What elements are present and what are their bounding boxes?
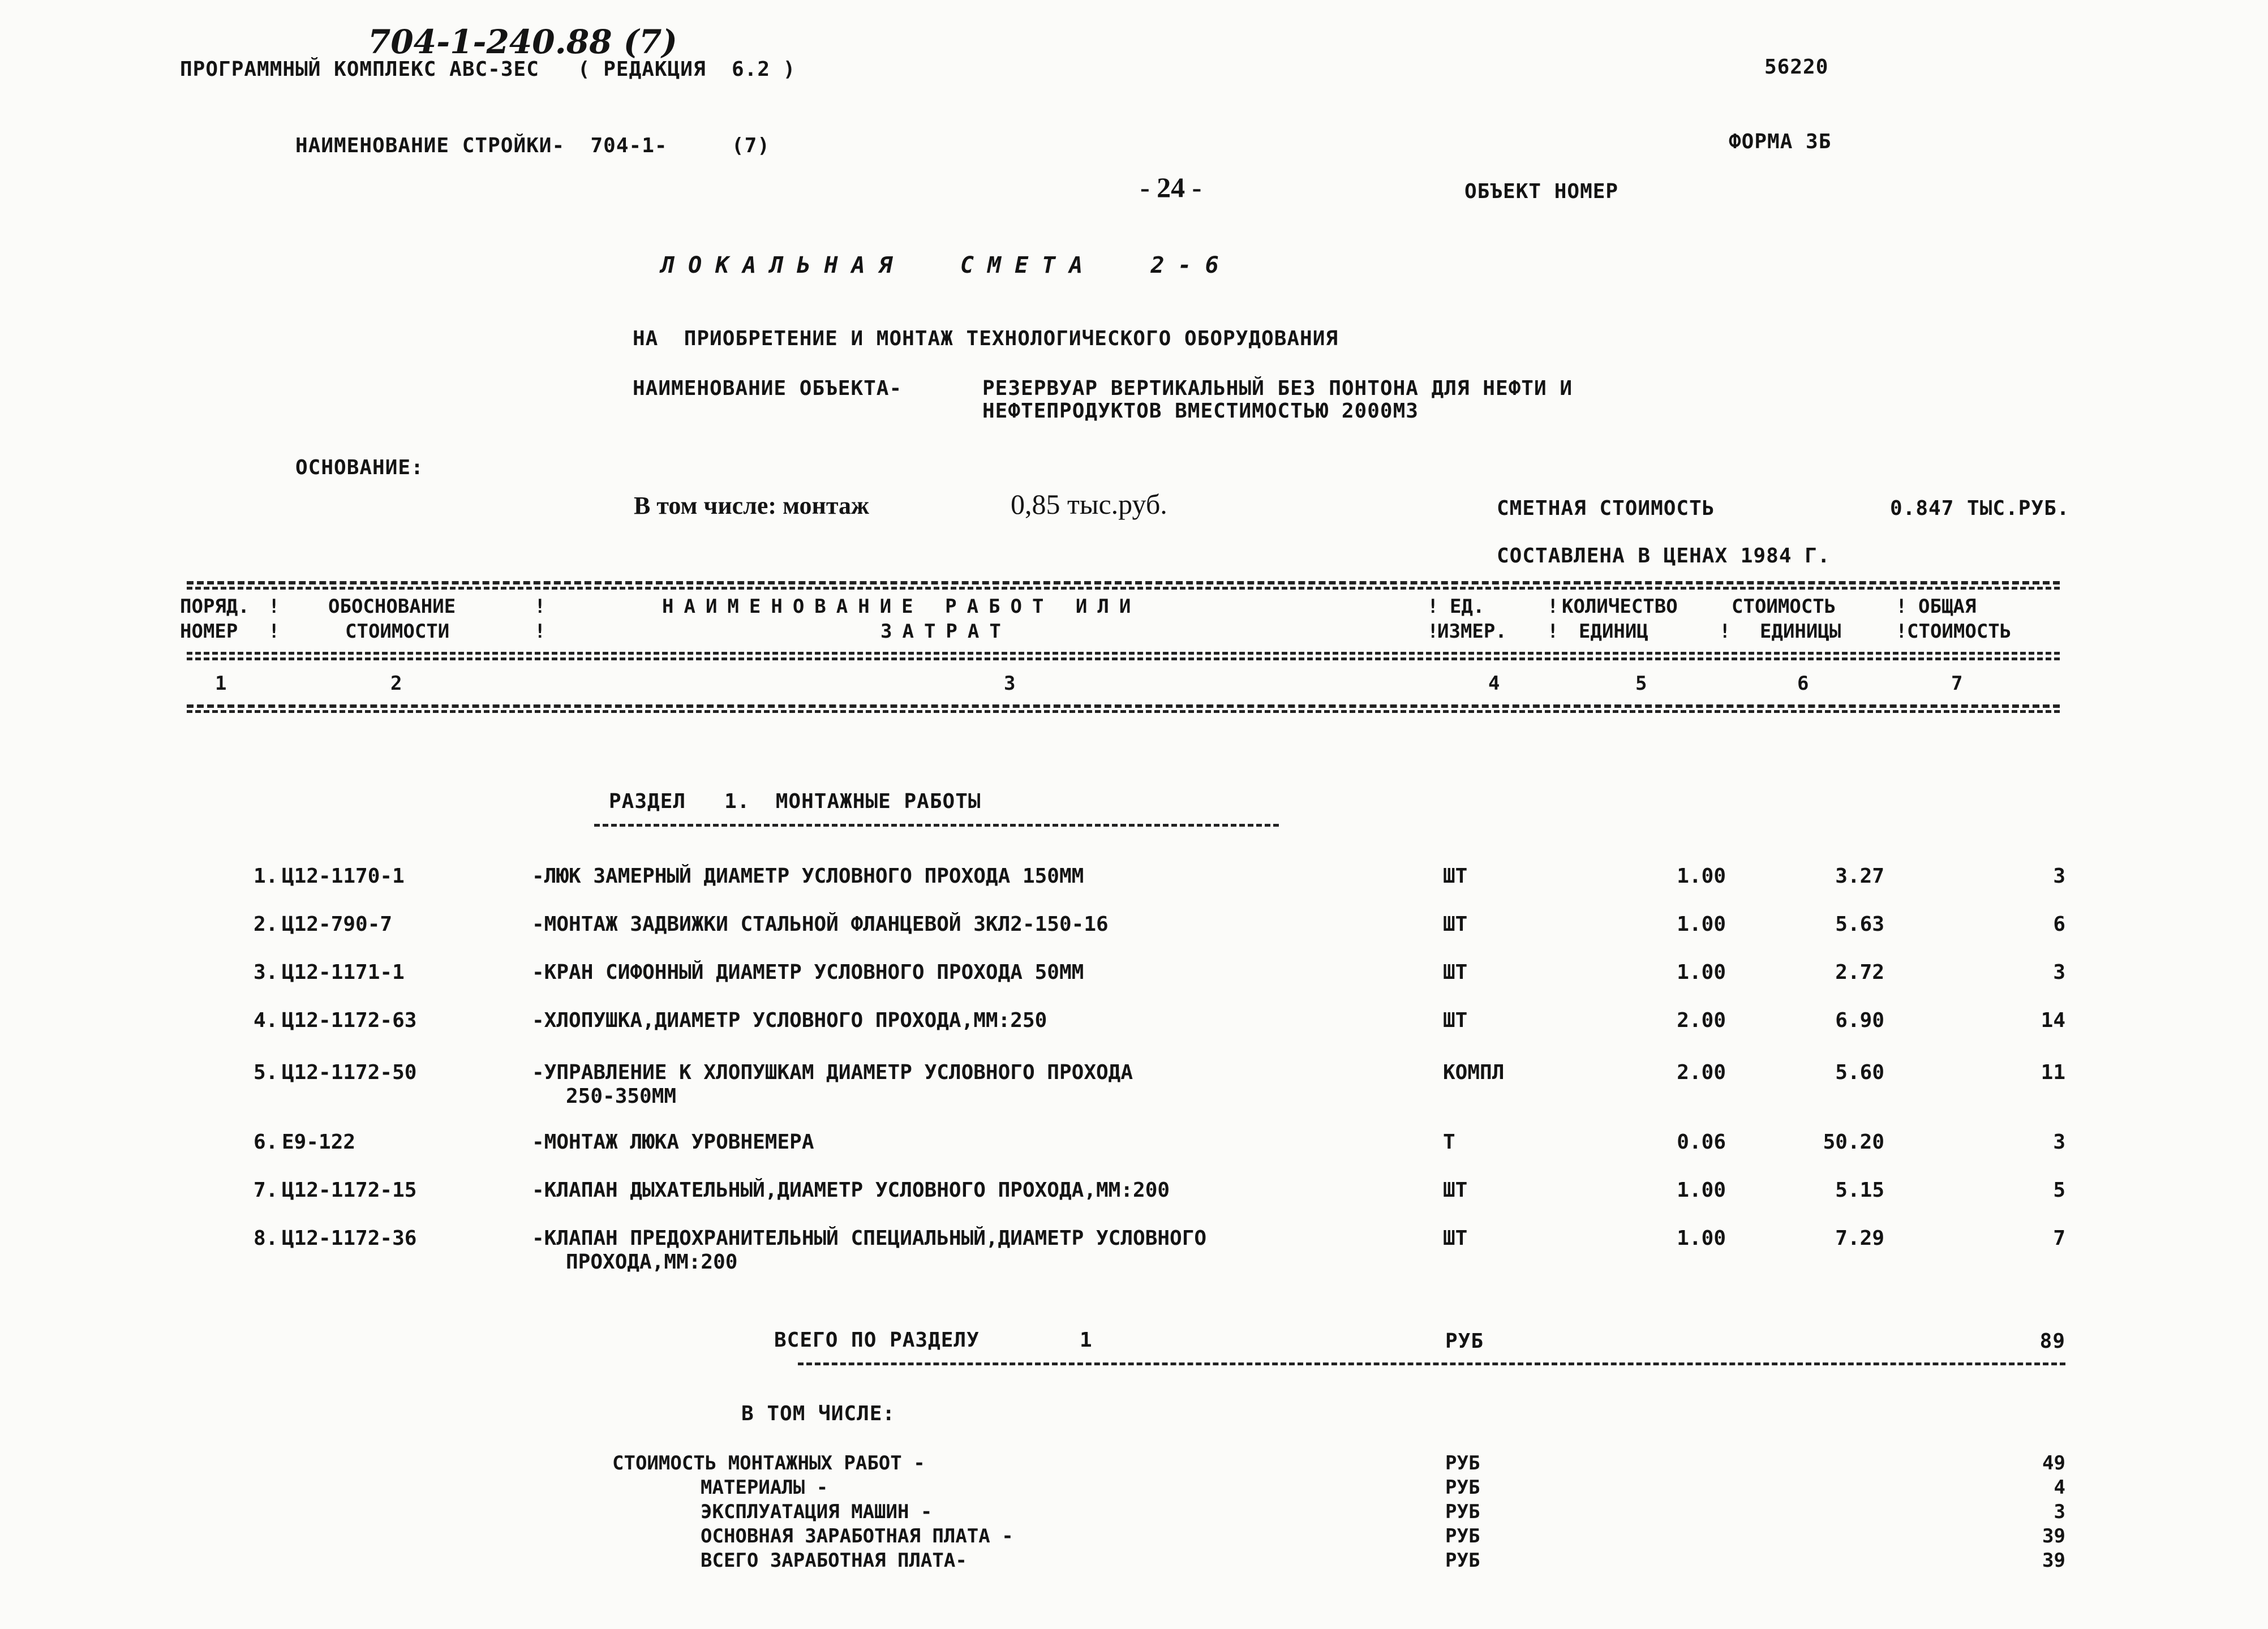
item-basis: Ц12-1172-50	[282, 1061, 417, 1084]
item-total: 6	[2053, 913, 2065, 936]
item-number: 7.	[254, 1179, 278, 1202]
col-separator: !	[1547, 620, 1559, 643]
col-header-7-line1: ОБЩАЯ	[1918, 595, 1977, 618]
item-number: 4.	[254, 1009, 278, 1032]
object-name-line2: НЕФТЕПРОДУКТОВ ВМЕСТИМОСТЬЮ 2000М3	[982, 399, 1419, 423]
item-quantity: 1.00	[1677, 1227, 1726, 1250]
item-number: 8.	[254, 1227, 278, 1250]
section-total-number: 1	[1080, 1329, 1093, 1352]
col-header-4-line2: ИЗМЕР.	[1437, 620, 1507, 643]
form-label: ФОРМА 3Б	[1729, 130, 1832, 153]
item-name: -КЛАПАН ПРЕДОХРАНИТЕЛЬНЫЙ СПЕЦИАЛЬНЫЙ,ДИАМЕТР УСЛОВНОГО	[532, 1227, 1207, 1250]
col-header-6-line1: СТОИМОСТЬ	[1732, 595, 1836, 618]
estimated-cost-value: 0.847 ТЫС.РУБ.	[1890, 497, 2070, 520]
breakdown-unit: РУБ	[1445, 1476, 1480, 1499]
breakdown-unit: РУБ	[1445, 1501, 1480, 1523]
breakdown-unit: РУБ	[1445, 1452, 1480, 1475]
col-number-1: 1	[215, 672, 227, 695]
object-number-label: ОБЪЕКТ НОМЕР	[1464, 180, 1619, 203]
item-basis: Ц12-790-7	[282, 913, 393, 936]
breakdown-unit: РУБ	[1445, 1525, 1480, 1548]
item-unit: ШТ	[1443, 1179, 1468, 1202]
installation-amount: 0,85 тыс.руб.	[1011, 488, 1167, 520]
item-total: 14	[2041, 1009, 2065, 1032]
item-quantity: 0.06	[1677, 1131, 1726, 1154]
item-name-continuation: ПРОХОДА,ММ:200	[566, 1250, 738, 1274]
item-total: 3	[2053, 865, 2065, 888]
including-installation-label: В том числе: монтаж	[634, 492, 869, 519]
item-unit-price: 6.90	[1835, 1009, 1884, 1032]
item-name-continuation: 250-350ММ	[566, 1085, 677, 1108]
breakdown-label: ЭКСПЛУАТАЦИЯ МАШИН -	[701, 1501, 933, 1523]
estimate-purpose: НА ПРИОБРЕТЕНИЕ И МОНТАЖ ТЕХНОЛОГИЧЕСКОГО ОБОРУДОВАНИЯ	[633, 327, 1339, 350]
section-total-rule	[798, 1362, 2065, 1365]
table-top-rule-2	[187, 587, 2060, 590]
item-basis: Ц12-1170-1	[282, 865, 405, 888]
construction-name-label: НАИМЕНОВАНИЕ СТРОЙКИ- 704-1- (7)	[295, 134, 770, 157]
item-name: -ХЛОПУШКА,ДИАМЕТР УСЛОВНОГО ПРОХОДА,ММ:250	[532, 1009, 1047, 1032]
col-header-3-line2: ЗАТРАТ	[880, 620, 1011, 643]
handwritten-document-code: 704-1-240.88 (7)	[368, 23, 677, 61]
item-basis: Ц12-1172-15	[282, 1179, 417, 1202]
col-separator: !	[1719, 620, 1731, 643]
col-header-5-line2: ЕДИНИЦ	[1579, 620, 1648, 643]
item-total: 3	[2053, 961, 2065, 984]
basis-label: ОСНОВАНИЕ:	[295, 456, 424, 479]
breakdown-value: 39	[2042, 1549, 2065, 1572]
object-name-line1: РЕЗЕРВУАР ВЕРТИКАЛЬНЫЙ БЕЗ ПОНТОНА ДЛЯ НЕФТИ И	[982, 377, 1573, 400]
breakdown-label: МАТЕРИАЛЫ -	[701, 1476, 828, 1499]
item-unit-price: 5.60	[1835, 1061, 1884, 1084]
item-number: 1.	[254, 865, 278, 888]
table-row	[0, 1179, 2268, 1230]
breakdown-value: 39	[2042, 1525, 2065, 1548]
col-number-7: 7	[1951, 672, 1963, 695]
item-quantity: 2.00	[1677, 1009, 1726, 1032]
sheet-number: 56220	[1764, 55, 1829, 79]
col-number-4: 4	[1488, 672, 1500, 695]
item-unit: КОМПЛ	[1443, 1061, 1505, 1084]
document-title: ЛОКАЛЬНАЯ СМЕТА 2-6	[661, 252, 1232, 278]
item-unit: ШТ	[1443, 913, 1468, 936]
item-name: -ЛЮК ЗАМЕРНЫЙ ДИАМЕТР УСЛОВНОГО ПРОХОДА 150ММ	[532, 865, 1084, 888]
col-separator: !	[268, 595, 280, 618]
col-header-4-line1: ЕД.	[1450, 595, 1485, 618]
item-quantity: 2.00	[1677, 1061, 1726, 1084]
col-number-6: 6	[1797, 672, 1809, 695]
item-total: 3	[2053, 1131, 2065, 1154]
table-row	[0, 1131, 2268, 1181]
col-separator: !	[1547, 595, 1559, 618]
item-basis: Ц12-1172-36	[282, 1227, 417, 1250]
table-row	[0, 865, 2268, 915]
item-basis: Ц12-1172-63	[282, 1009, 417, 1032]
table-header-rule	[187, 652, 2060, 655]
item-unit-price: 5.15	[1835, 1179, 1884, 1202]
breakdown-label: ОСНОВНАЯ ЗАРАБОТНАЯ ПЛАТА -	[701, 1525, 1013, 1548]
item-unit-price: 2.72	[1835, 961, 1884, 984]
item-total: 11	[2041, 1061, 2065, 1084]
item-unit: ШТ	[1443, 1227, 1468, 1250]
col-number-2: 2	[390, 672, 402, 695]
item-unit: ШТ	[1443, 865, 1468, 888]
table-row	[0, 913, 2268, 964]
item-basis: Ц12-1171-1	[282, 961, 405, 984]
table-bottom-rule	[187, 704, 2060, 708]
section-title: РАЗДЕЛ 1. МОНТАЖНЫЕ РАБОТЫ	[609, 790, 981, 813]
col-number-5: 5	[1635, 672, 1647, 695]
item-number: 3.	[254, 961, 278, 984]
item-unit-price: 7.29	[1835, 1227, 1884, 1250]
item-unit-price: 5.63	[1835, 913, 1884, 936]
col-separator: !	[268, 620, 280, 643]
col-separator: !	[534, 620, 546, 643]
section-total-unit: РУБ	[1445, 1330, 1484, 1353]
item-unit: ШТ	[1443, 961, 1468, 984]
col-separator: !	[1896, 595, 1908, 618]
col-number-3: 3	[1004, 672, 1016, 695]
breakdown-value: 3	[2054, 1501, 2065, 1523]
item-number: 6.	[254, 1131, 278, 1154]
table-top-rule	[187, 581, 2060, 584]
including-label: В ТОМ ЧИСЛЕ:	[741, 1402, 896, 1425]
table-bottom-rule-2	[187, 710, 2060, 713]
section-total-label: ВСЕГО ПО РАЗДЕЛУ	[774, 1329, 980, 1352]
item-quantity: 1.00	[1677, 1179, 1726, 1202]
object-name-label: НАИМЕНОВАНИЕ ОБЪЕКТА-	[633, 377, 903, 400]
table-row	[0, 1061, 2268, 1112]
item-name: -МОНТАЖ ЗАДВИЖКИ СТАЛЬНОЙ ФЛАНЦЕВОЙ ЗКЛ2-150-16	[532, 913, 1109, 936]
col-header-5-line1: КОЛИЧЕСТВО	[1562, 595, 1678, 618]
col-header-7-line2: СТОИМОСТЬ	[1907, 620, 2012, 643]
table-header-rule-2	[187, 657, 2060, 660]
col-separator: !	[534, 595, 546, 618]
col-header-3-line1: НАИМЕНОВАНИЕ РАБОТ ИЛИ	[662, 595, 1141, 618]
table-row	[0, 961, 2268, 1012]
col-header-1-line2: НОМЕР	[180, 620, 238, 643]
item-unit: ШТ	[1443, 1009, 1468, 1032]
item-unit-price: 50.20	[1823, 1131, 1884, 1154]
item-quantity: 1.00	[1677, 961, 1726, 984]
item-unit-price: 3.27	[1835, 865, 1884, 888]
item-total: 5	[2053, 1179, 2065, 1202]
col-header-2-line2: СТОИМОСТИ	[345, 620, 450, 643]
prices-basis: СОСТАВЛЕНА В ЦЕНАХ 1984 Г.	[1497, 544, 1831, 568]
section-total-value: 89	[2039, 1330, 2065, 1353]
item-name: -МОНТАЖ ЛЮКА УРОВНЕМЕРА	[532, 1131, 814, 1154]
item-name: -УПРАВЛЕНИЕ К ХЛОПУШКАМ ДИАМЕТР УСЛОВНОГО ПРОХОДА	[532, 1061, 1133, 1084]
col-header-1-line1: ПОРЯД.	[180, 595, 250, 618]
breakdown-value: 4	[2054, 1476, 2065, 1499]
col-header-2-line1: ОБОСНОВАНИЕ	[328, 595, 456, 618]
item-number: 5.	[254, 1061, 278, 1084]
item-basis: Е9-122	[282, 1131, 356, 1154]
breakdown-label: ВСЕГО ЗАРАБОТНАЯ ПЛАТА-	[701, 1549, 967, 1572]
col-separator: !	[1427, 595, 1439, 618]
item-name: -КРАН СИФОННЫЙ ДИАМЕТР УСЛОВНОГО ПРОХОДА 50ММ	[532, 961, 1084, 984]
breakdown-unit: РУБ	[1445, 1549, 1480, 1572]
item-unit: Т	[1443, 1131, 1455, 1154]
table-row	[0, 1009, 2268, 1060]
estimated-cost-label: СМЕТНАЯ СТОИМОСТЬ	[1497, 497, 1715, 520]
section-title-underline	[594, 824, 1279, 827]
col-separator: !	[1427, 620, 1439, 643]
item-name: -КЛАПАН ДЫХАТЕЛЬНЫЙ,ДИАМЕТР УСЛОВНОГО ПРОХОДА,ММ:200	[532, 1179, 1170, 1202]
item-quantity: 1.00	[1677, 913, 1726, 936]
item-quantity: 1.00	[1677, 865, 1726, 888]
breakdown-label: СТОИМОСТЬ МОНТАЖНЫХ РАБОТ -	[612, 1452, 925, 1475]
item-total: 7	[2053, 1227, 2065, 1250]
col-separator: !	[1896, 620, 1908, 643]
col-header-6-line2: ЕДИНИЦЫ	[1760, 620, 1841, 643]
breakdown-value: 49	[2042, 1452, 2065, 1475]
page-number: - 24 -	[1140, 171, 1202, 203]
program-name: ПРОГРАММНЫЙ КОМПЛЕКС АВС-3ЕС ( РЕДАКЦИЯ 6.2 )	[180, 58, 796, 81]
table-row	[0, 1227, 2268, 1278]
item-number: 2.	[254, 913, 278, 936]
